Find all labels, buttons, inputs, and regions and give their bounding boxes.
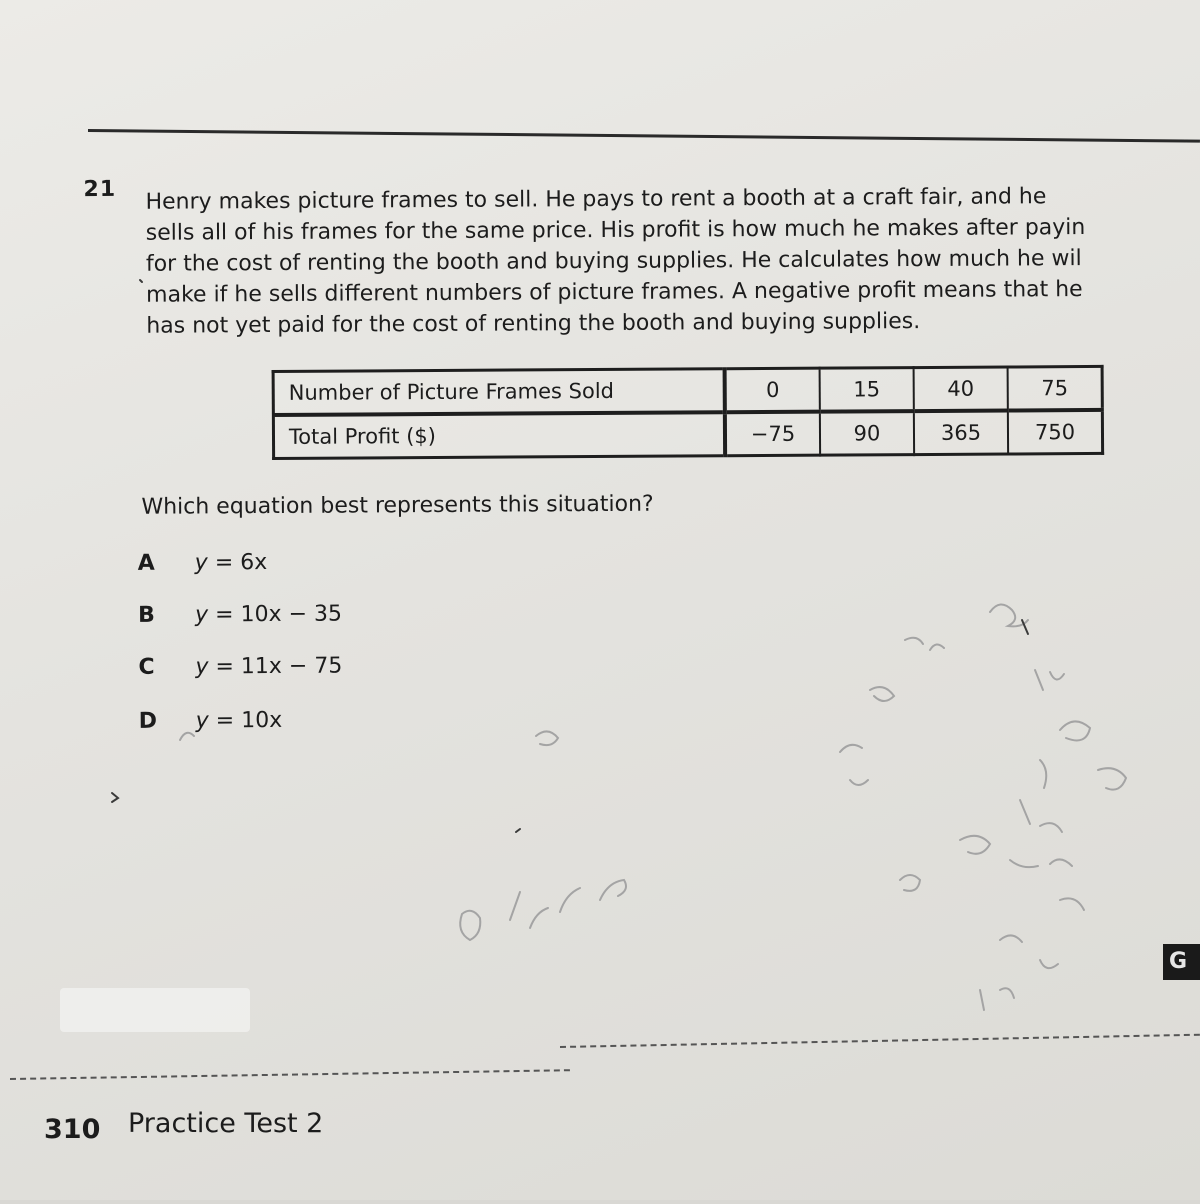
stem-line: for the cost of renting the booth and buying supplies. He calculates how much he wil <box>145 246 1082 277</box>
footer-title: Practice Test 2 <box>128 1108 324 1139</box>
table-cell: 365 <box>914 411 1008 455</box>
question-stem <box>145 180 1200 342</box>
table-cell: 750 <box>1008 410 1103 454</box>
choice-d[interactable] <box>139 708 283 741</box>
choice-letter: B <box>138 602 155 628</box>
table-cell: −75 <box>725 412 820 456</box>
table-row <box>273 410 1102 459</box>
choice-a[interactable] <box>138 550 268 583</box>
question-prompt: Which equation best represents this situation? <box>141 491 654 520</box>
stem-line: has not yet paid for the cost of renting the booth and buying supplies. <box>146 309 921 339</box>
choice-letter: D <box>138 708 158 734</box>
table-cell: 15 <box>820 368 914 412</box>
choice-letter: A <box>137 550 155 576</box>
table-cell: 0 <box>725 368 820 412</box>
row-label-profit: Total Profit ($) <box>273 412 725 458</box>
choice-equation: y = 6x <box>194 550 268 576</box>
page-number: 310 <box>44 1114 101 1145</box>
stem-line: make if he sells different numbers of picture frames. A negative profit means that he <box>146 277 1083 308</box>
go-on-badge: G <box>1163 944 1200 980</box>
choice-letter: C <box>138 654 155 680</box>
choice-equation: y = 10x − 35 <box>195 601 343 628</box>
table-cell: 40 <box>914 367 1008 411</box>
profit-table <box>272 365 1105 460</box>
choice-equation: y = 10x <box>195 707 283 734</box>
stem-line: Henry makes picture frames to sell. He pays to rent a booth at a craft fair, and he <box>145 184 1047 215</box>
row-label-frames: Number of Picture Frames Sold <box>273 369 725 415</box>
table-row <box>273 366 1102 415</box>
choice-c[interactable] <box>138 654 342 687</box>
choice-b[interactable] <box>138 602 342 635</box>
question-number: 21 <box>83 176 117 203</box>
choice-equation: y = 11x − 75 <box>195 653 343 680</box>
stem-line: sells all of his frames for the same price. His profit is how much he makes after payin <box>145 215 1086 246</box>
table-cell: 90 <box>820 411 914 455</box>
table-cell: 75 <box>1008 366 1103 410</box>
